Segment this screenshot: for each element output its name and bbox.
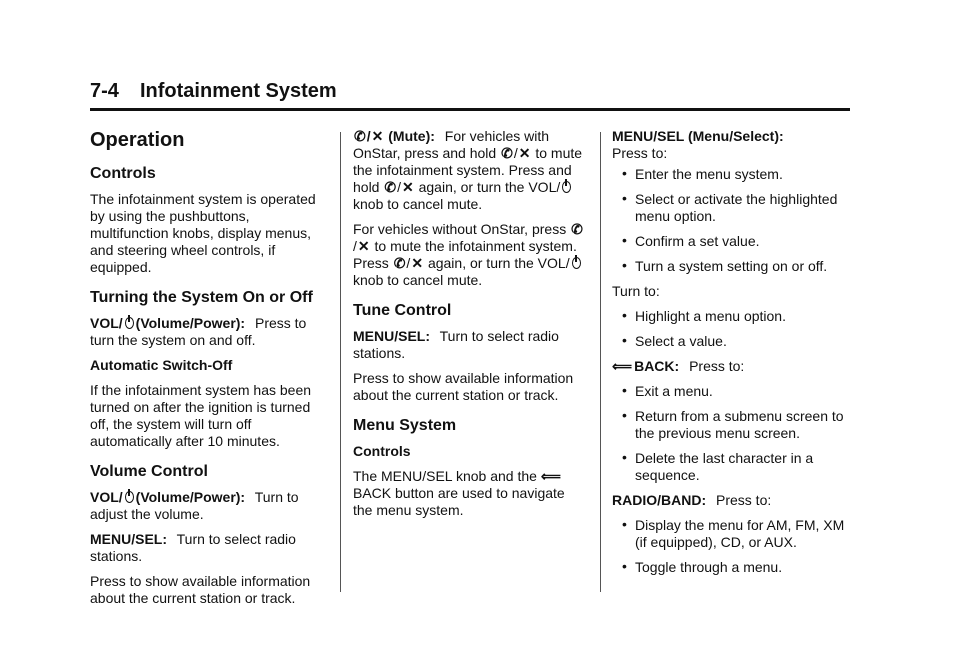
menusel-title-paragraph [612, 128, 852, 162]
list-item: • Select or activate the highlighted menu option. [612, 191, 852, 225]
menu-text: BACK button are used to navigate the menu system. [353, 485, 565, 518]
column-divider [340, 132, 341, 592]
mute-icon: ✕ [401, 179, 414, 195]
menu-system-text [353, 468, 585, 519]
mute-icon: ✕ [371, 128, 384, 144]
power-icon [125, 491, 134, 503]
mute-icon: ✕ [518, 145, 531, 161]
column-3 [612, 128, 852, 584]
phone-icon: ✆ [354, 128, 366, 144]
phone-icon: ✆ [384, 179, 397, 195]
list-item: • Enter the menu system. [612, 166, 852, 183]
radio-press-label: Press to: [716, 492, 772, 508]
back-list [612, 383, 852, 484]
tune-press-text: Press to show available information about the current station or track. [353, 370, 574, 403]
mute-text: knob to cancel mute. [353, 196, 483, 212]
mute-paragraph-onstar: ✆/✕ (Mute): For vehicles with OnStar, press and hold ✆/✕ to mute the infotainment system. Press and hold ✆/✕ again, or turn the VOL/ knob to cancel mute. [353, 128, 583, 212]
controls-heading: Controls [90, 165, 156, 182]
phone-icon: ✆ [501, 145, 513, 161]
vol-label: VOL/ [90, 489, 123, 505]
mute-label: (Mute): [388, 128, 435, 144]
phone-icon: ✆ [571, 221, 583, 237]
mute-icon: ✕ [357, 238, 370, 254]
mute-text: again, or turn the VOL/ [418, 179, 561, 195]
list-item: • Return from a submenu screen to the previous menu screen. [612, 408, 852, 442]
turning-heading: Turning the System On or Off [90, 289, 313, 306]
vol-label-suffix: (Volume/Power): [135, 489, 246, 505]
press-list [612, 166, 852, 275]
power-icon [572, 257, 581, 269]
menusel-title: MENU/SEL (Menu/Select): [612, 128, 784, 144]
menusel-label: MENU/SEL: [90, 531, 167, 547]
mute-text: to mute the infotainment system. Press [353, 238, 577, 271]
list-item: • Delete the last character in a sequence. [612, 450, 852, 484]
radio-band-label: RADIO/BAND: [612, 492, 707, 508]
mute-text: knob to cancel mute. [353, 272, 483, 288]
header-rule [90, 108, 850, 111]
turn-list [612, 308, 852, 350]
press-to-label: Press to: [612, 145, 668, 161]
column-1 [90, 128, 326, 615]
column-2 [353, 128, 585, 527]
menu-system-heading: Menu System [353, 417, 457, 434]
back-press-label: Press to: [689, 358, 745, 374]
back-arrow-icon: ⟸ [540, 468, 561, 484]
menusel-paragraph [90, 531, 326, 565]
section-title: Infotainment System [140, 80, 337, 102]
list-item: • Select a value. [612, 333, 852, 350]
list-item: • Display the menu for AM, FM, XM (if equipped), CD, or AUX. [612, 517, 852, 551]
mute-text: For vehicles without OnStar, press [353, 221, 567, 237]
mute-text: For vehicles with OnStar, press and hold [353, 128, 550, 161]
turn-to-label: Turn to: [612, 283, 660, 299]
vol-label: VOL/ [90, 315, 123, 331]
list-item: • Toggle through a menu. [612, 559, 852, 576]
list-item: • Highlight a menu option. [612, 308, 852, 325]
vol-power-paragraph [90, 315, 326, 349]
mute-paragraph-no-onstar: For vehicles without OnStar, press ✆/✕ to mute the infotainment system. Press ✆/✕ again, or turn the VOL/ knob to cancel mute. [353, 221, 583, 288]
tune-text: Turn to select radio stations. [353, 328, 559, 361]
power-icon [125, 317, 134, 329]
vol-adjust-paragraph [90, 489, 326, 523]
menu-text: The MENU/SEL knob and the [353, 468, 537, 484]
column-divider [600, 132, 601, 592]
page-number: 7-4 [90, 80, 119, 102]
tune-label: MENU/SEL: [353, 328, 430, 344]
controls-text: The infotainment system is operated by using the pushbuttons, multifunction knobs, display menus, and steering wheel controls, if equipped. [90, 191, 316, 275]
list-item: • Confirm a set value. [612, 233, 852, 250]
vol-label-suffix: (Volume/Power): [135, 315, 246, 331]
mute-text: again, or turn the VOL/ [427, 255, 570, 271]
list-item: • Turn a system setting on or off. [612, 258, 852, 275]
press-show-text: Press to show available information about the current station or track. [90, 573, 311, 606]
auto-switch-off-text: If the infotainment system has been turned on after the ignition is turned off, the system will turn off automatically after 10 minutes. [90, 382, 312, 449]
volume-heading: Volume Control [90, 463, 208, 480]
back-arrow-icon: ⟸ [612, 358, 633, 374]
power-icon [562, 181, 571, 193]
radio-band-paragraph [612, 492, 852, 509]
mute-text: to mute the infotainment system. Press and hold [353, 145, 583, 195]
menu-controls-heading: Controls [353, 443, 411, 459]
back-paragraph [612, 358, 852, 375]
auto-switch-off-heading: Automatic Switch-Off [90, 357, 233, 373]
page-header [90, 80, 850, 111]
vol-text-on: Press to turn the system on and off. [90, 315, 307, 348]
back-label: BACK: [634, 358, 680, 374]
phone-icon: ✆ [393, 255, 406, 271]
list-item: • Exit a menu. [612, 383, 852, 400]
vol-text-adjust: Turn to adjust the volume. [90, 489, 299, 522]
operation-heading: Operation [90, 129, 185, 151]
mute-icon: ✕ [411, 255, 424, 271]
menusel-text: Turn to select radio stations. [90, 531, 296, 564]
tune-paragraph [353, 328, 585, 362]
radio-list [612, 517, 852, 576]
tune-heading: Tune Control [353, 302, 452, 319]
